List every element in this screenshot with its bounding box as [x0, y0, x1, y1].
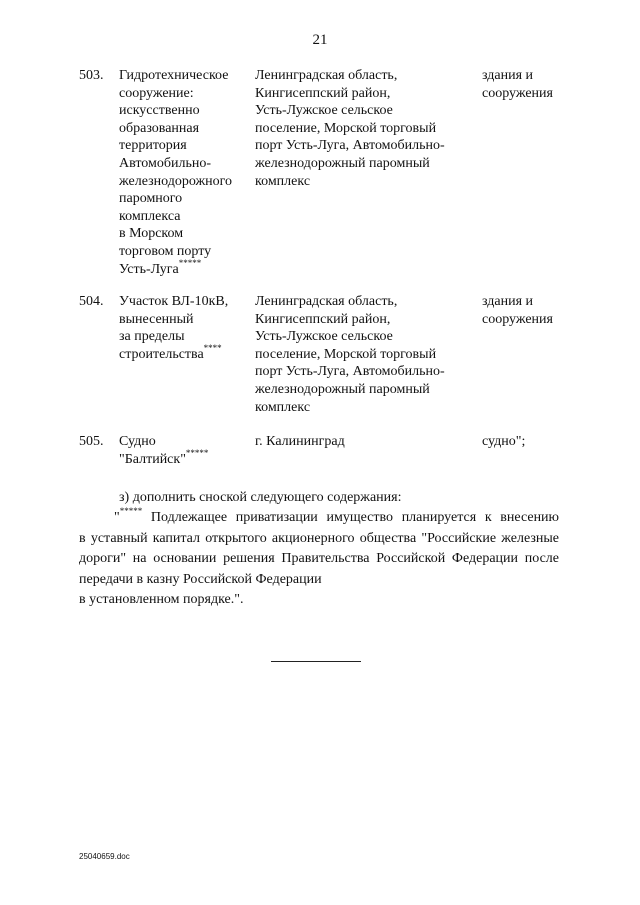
entry-name-text: Судно "Балтийск" [119, 434, 186, 467]
entry-number: 504. [79, 294, 104, 309]
footnote-mark: ***** [185, 447, 209, 458]
entry-name [119, 433, 251, 468]
entry-address: Ленинградская область, Кингисеппский район, Усть-Лужское сельское поселение, Морской торговый порт Усть-Луга, Автомобильно- железнодорожный паромный комплекс [255, 68, 445, 189]
document-id: 25040659.doc [79, 852, 130, 861]
footnote-body: в уставный капитал открытого акционерного общества "Российские железные дороги" на основании решения Правительства Российской Федерации после передачи в казну Российской Федерации [79, 530, 559, 587]
footnote-text [79, 508, 559, 611]
entry-name-text: Участок ВЛ-10кВ, вынесенный за пределы строительства [119, 294, 229, 362]
entry-number: 505. [79, 434, 104, 449]
footnote-first-line [79, 508, 559, 529]
amendment-intro: з) дополнить сноской следующего содержания: [119, 490, 402, 505]
footnote-last-line: в установленном порядке.". [79, 592, 244, 607]
footnote-mark: **** [203, 343, 222, 354]
entry-type: здания и сооружения [482, 68, 553, 101]
entry-type: судно"; [482, 434, 526, 449]
page-number: 21 [312, 32, 328, 48]
footnote-first-text: Подлежащее приватизации имущество планируется к внесению [150, 510, 560, 525]
entry-name [119, 67, 251, 278]
footnote-open-quote: " [114, 510, 120, 525]
entry-address: Ленинградская область, Кингисеппский район, Усть-Лужское сельское поселение, Морской торговый порт Усть-Луга, Автомобильно- железнодорожный паромный комплекс [255, 294, 445, 415]
entry-number: 503. [79, 68, 104, 83]
entry-type: здания и сооружения [482, 294, 553, 327]
entry-name-text: Гидротехническое сооружение: искусственно образованная территория Автомобильно- железнодорожного паромного комплекса в Морском торговом порту Усть-Луга [119, 68, 233, 277]
footnote-mark: ***** [119, 506, 143, 517]
closing-divider [271, 661, 361, 662]
entry-name [119, 293, 251, 363]
entry-address: г. Калининград [255, 434, 345, 449]
footnote-mark: ***** [178, 257, 202, 268]
